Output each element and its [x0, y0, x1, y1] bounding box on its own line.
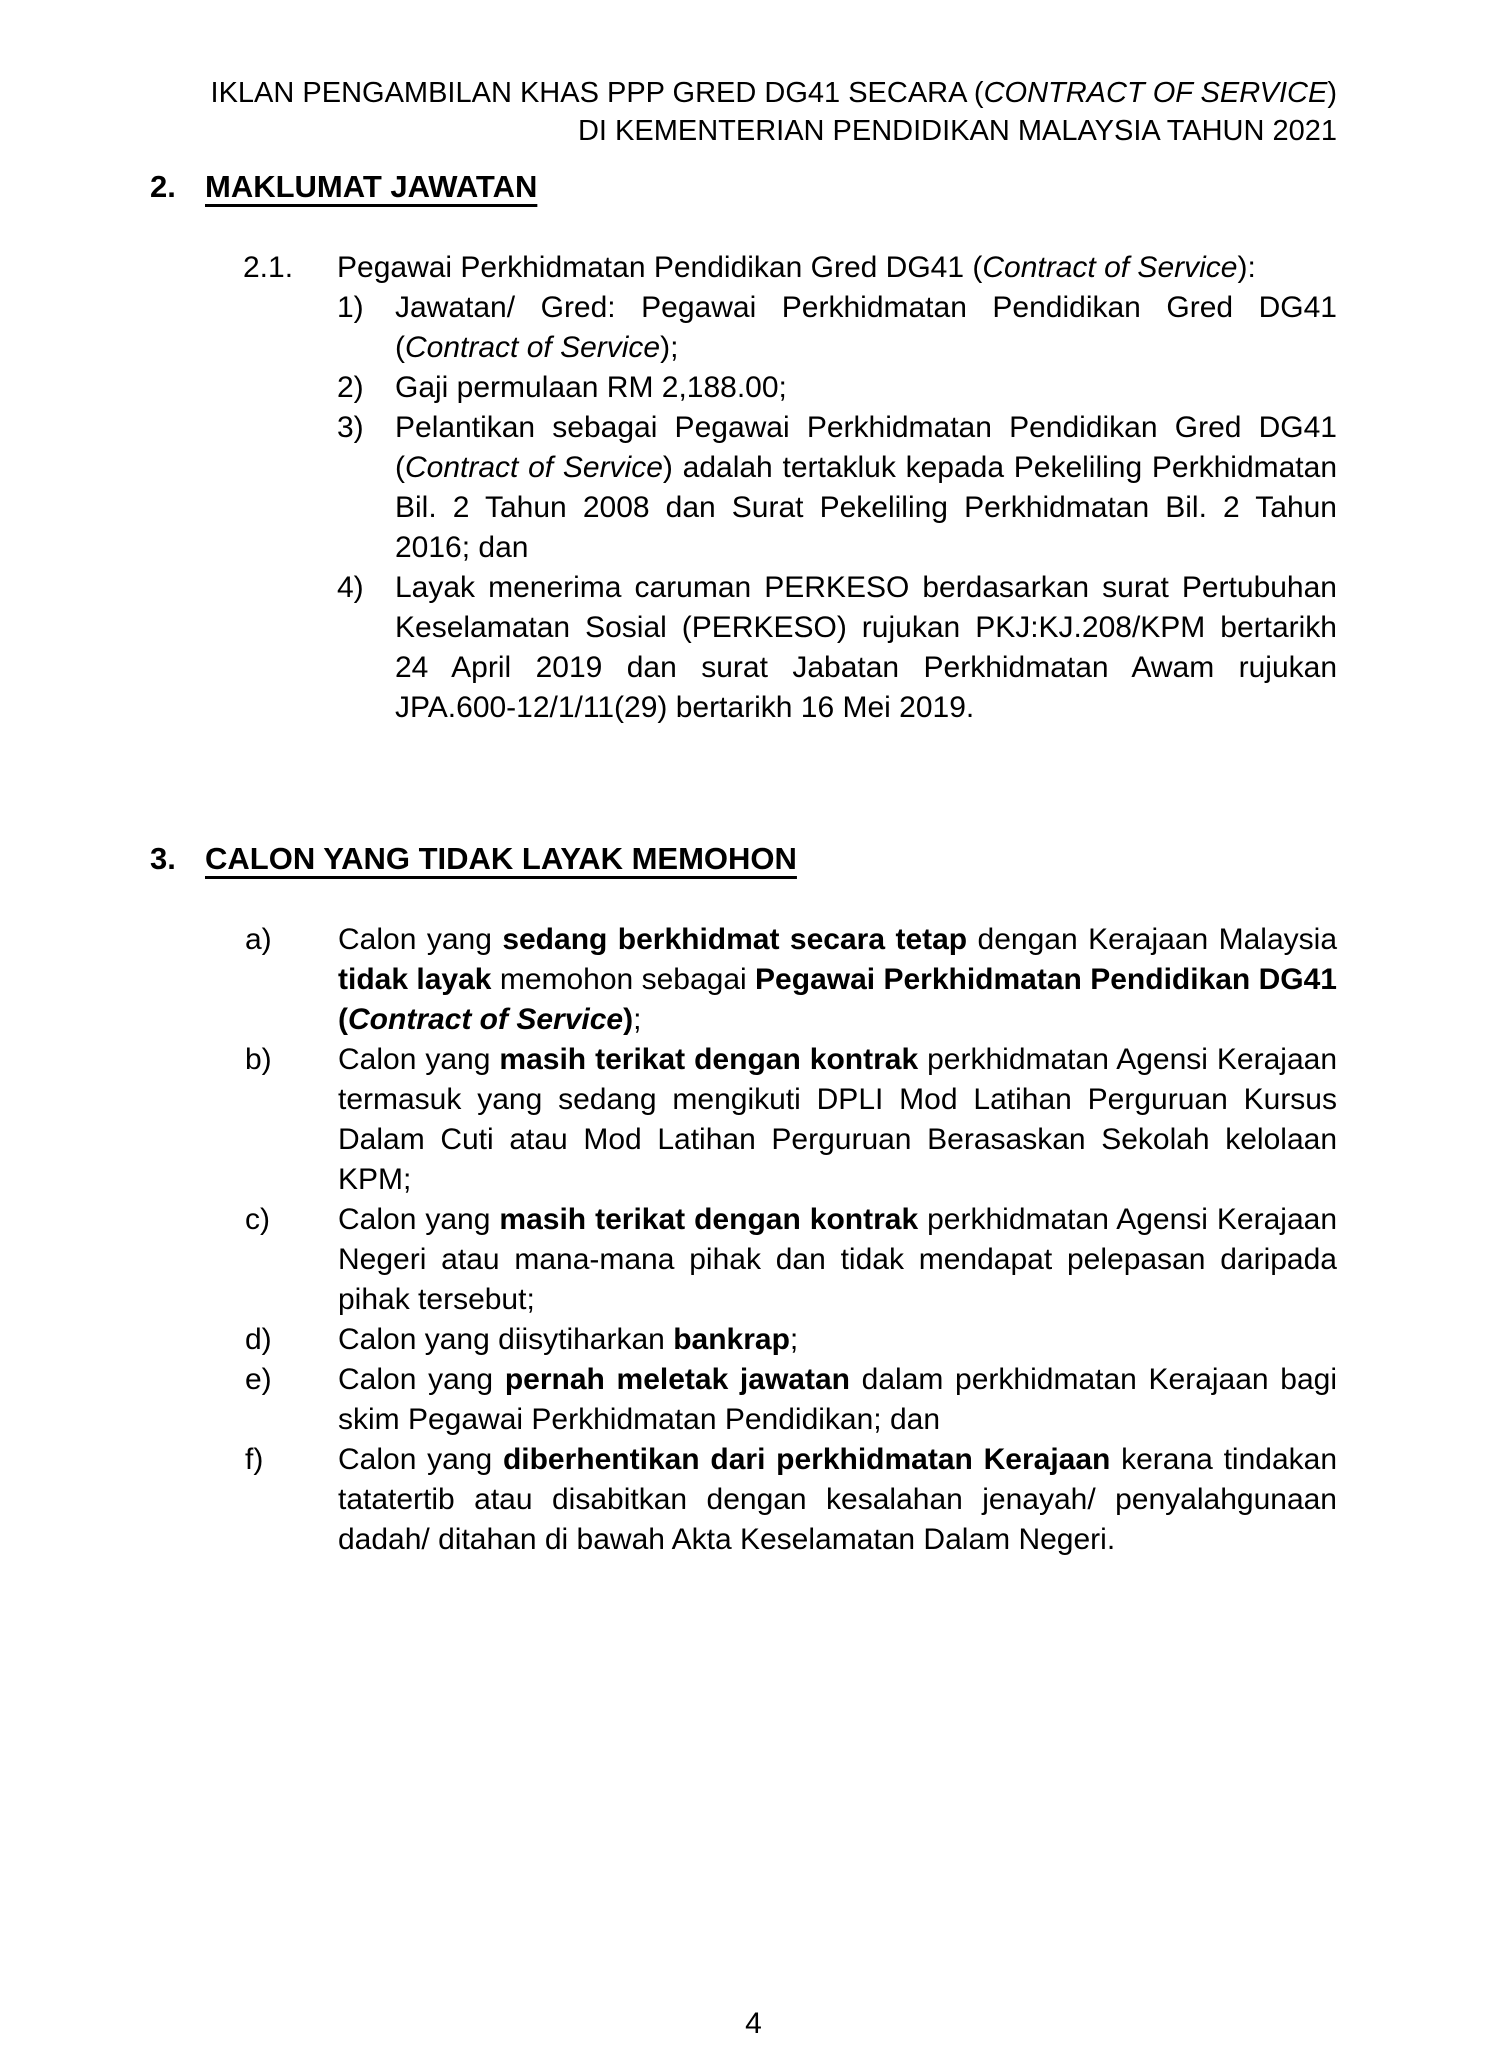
text-run: tidak layak — [338, 963, 492, 996]
text-run: Pelantikan sebagai Pegawai Perkhidmatan Pendidikan Gred DG41 ( — [395, 411, 1337, 484]
list-marker: 1) — [337, 291, 364, 324]
list-item-text — [395, 368, 1337, 408]
section-heading — [150, 166, 1337, 208]
text-run: ) — [623, 1003, 634, 1036]
list-item-text — [338, 1320, 1337, 1360]
text-run: dengan Kerajaan Malaysia — [967, 923, 1337, 956]
text-run: IKLAN PENGAMBILAN KHAS PPP GRED DG41 SECARA ( — [210, 77, 984, 109]
list-item-text — [338, 1200, 1337, 1320]
list-marker: 2.1. — [243, 251, 294, 284]
text-run: perkhidmatan Agensi Kerajaan termasuk yang sedang mengikuti DPLI Mod Latihan Perguruan Kursus Dalam Cuti atau Mod Latihan Perguruan Berasaskan Sekolah kelolaan KPM; — [338, 1043, 1338, 1196]
section-maklumat-jawatan — [150, 166, 1337, 728]
list-marker: d) — [245, 1323, 272, 1356]
list-item-text — [338, 920, 1337, 1040]
text-run: Layak menerima caruman PERKESO berdasarkan surat Pertubuhan Keselamatan Sosial (PERKESO) rujukan PKJ:KJ.208/KPM bertarikh 24 April 2019 dan surat Jabatan Perkhidmatan Awam rujukan JPA.600-12/1/11(29) bertarikh 16 Mei 2019. — [395, 571, 1337, 724]
list-item-text — [338, 1440, 1337, 1560]
list-item — [245, 1040, 1337, 1200]
text-run: Gaji permulaan RM 2,188.00; — [395, 371, 787, 404]
text-run: kerana tindakan tatatertib atau disabitkan dengan kesalahan jenayah/ penyalahgunaan dadah/ ditahan di bawah Akta Keselamatan Dalam Negeri. — [338, 1443, 1338, 1556]
header-line-1 — [150, 74, 1337, 112]
list-item-text — [395, 288, 1337, 368]
list-marker: 3) — [337, 411, 364, 444]
list-marker: a) — [245, 923, 272, 956]
list-marker: b) — [245, 1043, 272, 1076]
header-line-2: DI KEMENTERIAN PENDIDIKAN MALAYSIA TAHUN 2021 — [577, 115, 1337, 147]
text-run: masih terikat dengan kontrak — [499, 1043, 919, 1076]
list-marker: 2) — [337, 371, 364, 404]
text-run: Contract of Service — [982, 251, 1238, 284]
section-title: MAKLUMAT JAWATAN — [205, 169, 538, 204]
section-heading — [150, 838, 1337, 880]
section-number: 2. — [150, 169, 176, 204]
list-item — [337, 568, 1337, 728]
section-calon-tidak-layak — [150, 838, 1337, 1560]
text-run: Calon yang — [338, 1443, 503, 1476]
text-run: diberhentikan dari perkhidmatan Kerajaan — [502, 1443, 1111, 1476]
list-marker: 4) — [337, 571, 364, 604]
list-marker: f) — [245, 1443, 264, 1476]
text-run: memohon sebagai — [491, 963, 756, 996]
text-run: ; — [633, 1003, 642, 1036]
text-run: Calon yang — [338, 1363, 505, 1396]
text-run: Calon yang — [338, 923, 503, 956]
text-run: masih terikat dengan kontrak — [499, 1203, 919, 1236]
text-run: Pegawai Perkhidmatan Pendidikan Gred DG41 ( — [337, 251, 983, 284]
text-run: ): — [1237, 251, 1256, 284]
list-item — [243, 248, 1337, 288]
list-item-text — [395, 408, 1337, 568]
list-marker: e) — [245, 1363, 272, 1396]
text-run: ) adalah tertakluk kepada Pekeliling Perkhidmatan Bil. 2 Tahun 2008 dan Surat Pekeliling Perkhidmatan Bil. 2 Tahun 2016; dan — [395, 451, 1338, 564]
list-item-text — [395, 568, 1337, 728]
list-item — [245, 1320, 1337, 1360]
text-run: Contract of Service — [405, 451, 663, 484]
list-item — [245, 1360, 1337, 1440]
list-marker: c) — [245, 1203, 270, 1236]
text-run: Jawatan/ Gred: Pegawai Perkhidmatan Pendidikan Gred DG41 ( — [395, 291, 1337, 364]
list-item-text — [338, 1040, 1337, 1200]
text-run: perkhidmatan Agensi Kerajaan Negeri atau mana-mana pihak dan tidak mendapat pelepasan daripada pihak tersebut; — [338, 1203, 1338, 1316]
text-run: sedang berkhidmat secara tetap — [502, 923, 968, 956]
list-item-text — [338, 1360, 1337, 1440]
document-header — [150, 74, 1337, 150]
text-run: pernah meletak jawatan — [504, 1363, 850, 1396]
text-run: ); — [660, 331, 679, 364]
section-number: 3. — [150, 841, 176, 876]
list-item — [245, 1200, 1337, 1320]
text-run: ; — [789, 1323, 799, 1356]
text-run: CONTRACT OF SERVICE — [983, 77, 1328, 109]
page-number: 4 — [745, 2007, 762, 2040]
section-title: CALON YANG TIDAK LAYAK MEMOHON — [205, 841, 797, 876]
page-footer — [0, 2004, 1507, 2044]
text-run: Contract of Service — [405, 331, 661, 364]
text-run: Calon yang — [338, 1203, 500, 1236]
list-item — [337, 408, 1337, 568]
text-run: bankrap — [673, 1323, 790, 1356]
list-item — [337, 288, 1337, 368]
list-item — [245, 920, 1337, 1040]
text-run: Calon yang diisytiharkan — [338, 1323, 674, 1356]
text-run: Pegawai Perkhidmatan Pendidikan DG41 ( — [338, 963, 1337, 1036]
list-item — [337, 368, 1337, 408]
list-item-text — [337, 248, 1337, 288]
text-run: Calon yang — [338, 1043, 500, 1076]
list-item — [245, 1440, 1337, 1560]
text-run: Contract of Service — [348, 1003, 624, 1036]
text-run: dalam perkhidmatan Kerajaan bagi skim Pegawai Perkhidmatan Pendidikan; dan — [338, 1363, 1338, 1436]
text-run: ) — [1327, 77, 1337, 109]
